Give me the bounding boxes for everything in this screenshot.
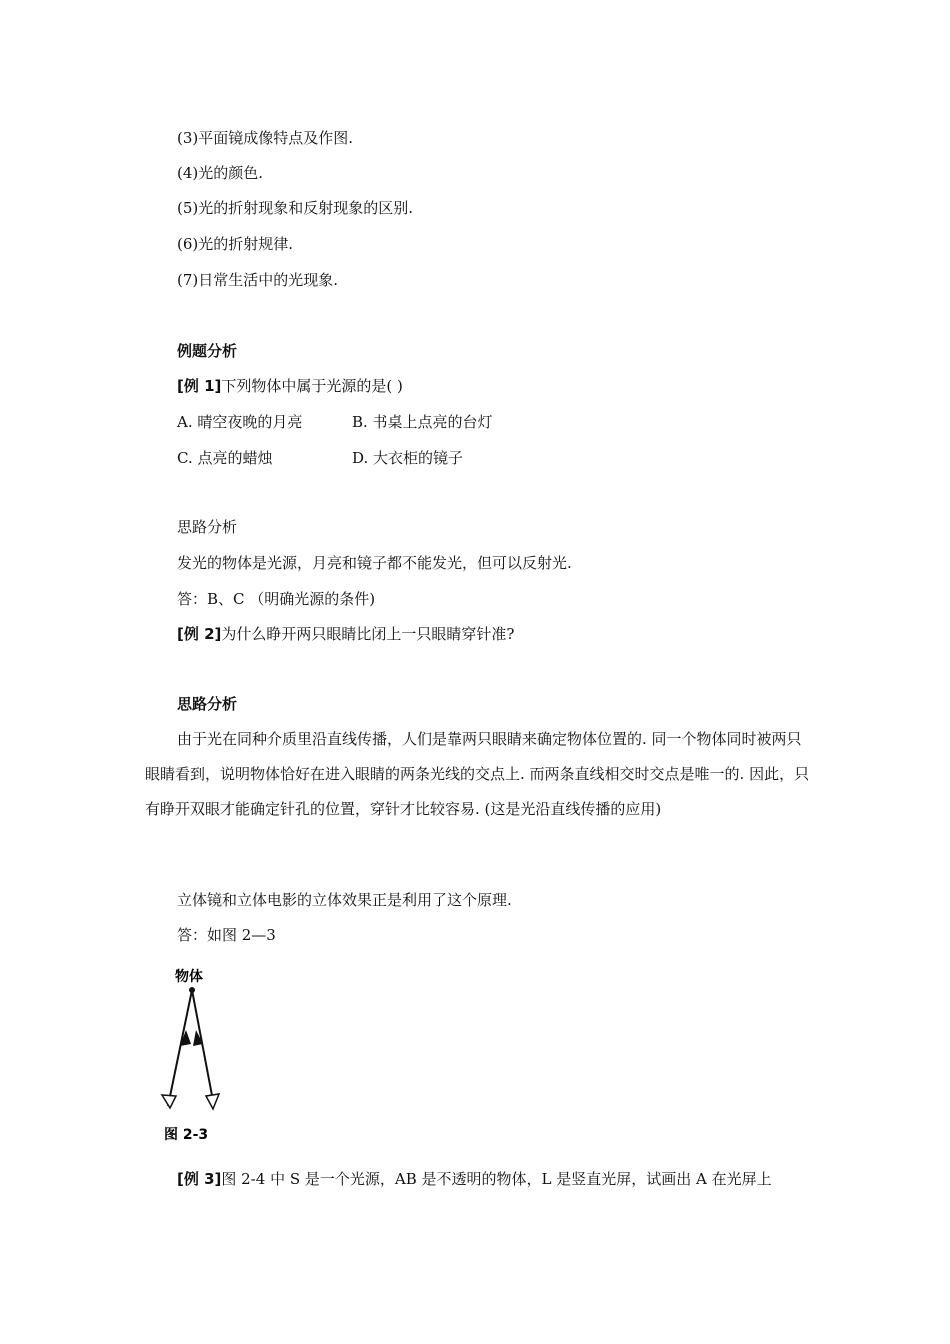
example1-analysis-title: 思路分析 [177, 518, 238, 536]
example1-tag: [例 1] [177, 377, 222, 395]
intro-item-6: (6)光的折射规律. [177, 235, 294, 253]
option-b: B. 书桌上点亮的台灯 [352, 413, 493, 431]
option-c: C. 点亮的蜡烛 [177, 449, 273, 467]
left-ray-head-icon [162, 1095, 176, 1108]
example1-answer: 答：B、C （明确光源的条件) [177, 590, 376, 608]
example2-analysis-title: 思路分析 [177, 695, 238, 713]
intro-item-5: (5)光的折射现象和反射现象的区别. [177, 199, 414, 217]
example3-line [177, 1169, 772, 1189]
section-title: 例题分析 [177, 342, 238, 360]
example2-paragraph: 由于光在同种介质里沿直线传播，人们是靠两只眼睛来确定物体位置的. 同一个物体同时被两只眼睛看到，说明物体恰好在进入眼睛的两条光线的交点上. 而两条直线相交时交点是唯一的. 因此，只有睁开双眼才能确定针孔的位置，穿针才比较容易. (这是光沿直线传播的应用) [145, 730, 810, 818]
option-a: A. 晴空夜晚的月亮 [177, 413, 303, 431]
right-ray-head-icon [206, 1094, 219, 1109]
example2-tag: [例 2] [177, 625, 222, 643]
example2-note: 立体镜和立体电影的立体效果正是利用了这个原理. [177, 891, 512, 909]
intro-item-3: (3)平面镜成像特点及作图. [177, 129, 354, 147]
figure-caption: 图 2-3 [164, 1127, 209, 1143]
intro-item-4: (4)光的颜色. [177, 164, 264, 182]
example1-analysis: 发光的物体是光源，月亮和镜子都不能发光，但可以反射光. [177, 554, 572, 572]
left-light-ray [168, 990, 192, 1106]
example2-question: 为什么睁开两只眼睛比闭上一只眼睛穿针准? [221, 625, 515, 643]
option-d: D. 大衣柜的镜子 [352, 449, 464, 467]
intro-item-7: (7)日常生活中的光现象. [177, 271, 339, 289]
example1-question: 下列物体中属于光源的是( ) [221, 377, 403, 395]
right-light-ray [192, 990, 214, 1106]
example2-answer: 答：如图 2—3 [177, 926, 276, 944]
example3-text: 图 2-4 中 S 是一个光源，AB 是不透明的物体，L 是竖直光屏，试画出 A 在光屏上 [221, 1170, 772, 1188]
figure-object-label: 物体 [175, 969, 203, 985]
example3-tag: [例 3] [177, 1170, 222, 1188]
